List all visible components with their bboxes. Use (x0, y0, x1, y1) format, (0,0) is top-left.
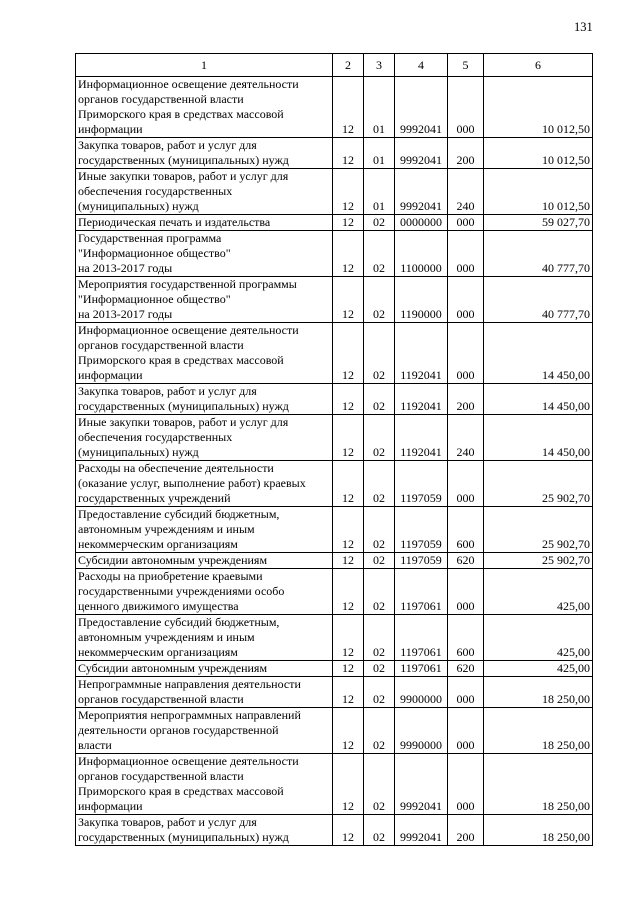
subsection-cell: 02 (364, 507, 395, 553)
target-item-cell: 1197061 (395, 661, 448, 677)
amount-cell: 18 250,00 (484, 677, 593, 708)
column-header: 1 (76, 54, 333, 77)
expense-type-cell: 620 (448, 553, 484, 569)
expense-type-cell: 200 (448, 138, 484, 169)
section-cell: 12 (333, 323, 364, 384)
amount-cell: 40 777,70 (484, 277, 593, 323)
expense-type-cell: 200 (448, 384, 484, 415)
column-header: 3 (364, 54, 395, 77)
table-row (76, 384, 593, 415)
row-name-cell: Закупка товаров, работ и услуг для государственных (муниципальных) нужд (76, 138, 333, 169)
target-item-cell: 1197059 (395, 461, 448, 507)
section-cell: 12 (333, 507, 364, 553)
header-row (76, 54, 593, 77)
expense-type-cell: 000 (448, 215, 484, 231)
target-item-cell: 9992041 (395, 754, 448, 815)
target-item-cell: 9992041 (395, 77, 448, 138)
row-name-cell: Закупка товаров, работ и услуг для государственных (муниципальных) нужд (76, 815, 333, 846)
amount-cell: 425,00 (484, 615, 593, 661)
subsection-cell: 02 (364, 615, 395, 661)
amount-cell: 425,00 (484, 661, 593, 677)
section-cell: 12 (333, 215, 364, 231)
expense-type-cell: 240 (448, 415, 484, 461)
section-cell: 12 (333, 708, 364, 754)
target-item-cell: 1197061 (395, 615, 448, 661)
row-name-cell: Иные закупки товаров, работ и услуг для обеспечения государственных (муниципальных) нужд (76, 169, 333, 215)
column-header: 6 (484, 54, 593, 77)
table-row (76, 231, 593, 277)
subsection-cell: 02 (364, 569, 395, 615)
table-row (76, 708, 593, 754)
amount-cell: 10 012,50 (484, 169, 593, 215)
table-row (76, 553, 593, 569)
table-row (76, 507, 593, 553)
table-row (76, 277, 593, 323)
table-row (76, 661, 593, 677)
section-cell: 12 (333, 277, 364, 323)
expense-type-cell: 000 (448, 754, 484, 815)
subsection-cell: 02 (364, 215, 395, 231)
amount-cell: 425,00 (484, 569, 593, 615)
expense-type-cell: 000 (448, 708, 484, 754)
column-header: 4 (395, 54, 448, 77)
expense-type-cell: 620 (448, 661, 484, 677)
subsection-cell: 02 (364, 415, 395, 461)
column-header: 5 (448, 54, 484, 77)
subsection-cell: 02 (364, 277, 395, 323)
section-cell: 12 (333, 461, 364, 507)
table-row (76, 677, 593, 708)
expense-type-cell: 600 (448, 615, 484, 661)
section-cell: 12 (333, 77, 364, 138)
amount-cell: 25 902,70 (484, 461, 593, 507)
budget-table (75, 53, 593, 846)
row-name-cell: Предоставление субсидий бюджетным, автономным учреждениям и иным некоммерческим организациям (76, 507, 333, 553)
row-name-cell: Иные закупки товаров, работ и услуг для обеспечения государственных (муниципальных) нужд (76, 415, 333, 461)
table-row (76, 77, 593, 138)
row-name-cell: Субсидии автономным учреждениям (76, 553, 333, 569)
table-row (76, 754, 593, 815)
row-name-cell: Мероприятия государственной программы "Информационное общество" на 2013-2017 годы (76, 277, 333, 323)
amount-cell: 18 250,00 (484, 754, 593, 815)
row-name-cell: Расходы на приобретение краевыми государственными учреждениями особо ценного движимого имущества (76, 569, 333, 615)
section-cell: 12 (333, 415, 364, 461)
section-cell: 12 (333, 138, 364, 169)
target-item-cell: 1197061 (395, 569, 448, 615)
subsection-cell: 02 (364, 661, 395, 677)
section-cell: 12 (333, 169, 364, 215)
subsection-cell: 02 (364, 754, 395, 815)
row-name-cell: Мероприятия непрограммных направлений деятельности органов государственной власти (76, 708, 333, 754)
target-item-cell: 1100000 (395, 231, 448, 277)
amount-cell: 14 450,00 (484, 323, 593, 384)
expense-type-cell: 240 (448, 169, 484, 215)
expense-type-cell: 200 (448, 815, 484, 846)
row-name-cell: Периодическая печать и издательства (76, 215, 333, 231)
target-item-cell: 9900000 (395, 677, 448, 708)
table-row (76, 169, 593, 215)
table-row (76, 215, 593, 231)
row-name-cell: Государственная программа "Информационное общество" на 2013-2017 годы (76, 231, 333, 277)
section-cell: 12 (333, 677, 364, 708)
amount-cell: 10 012,50 (484, 138, 593, 169)
subsection-cell: 02 (364, 461, 395, 507)
subsection-cell: 01 (364, 77, 395, 138)
table-row (76, 815, 593, 846)
table-row (76, 323, 593, 384)
amount-cell: 25 902,70 (484, 507, 593, 553)
target-item-cell: 1190000 (395, 277, 448, 323)
target-item-cell: 9990000 (395, 708, 448, 754)
subsection-cell: 02 (364, 677, 395, 708)
amount-cell: 14 450,00 (484, 415, 593, 461)
amount-cell: 14 450,00 (484, 384, 593, 415)
row-name-cell: Информационное освещение деятельности органов государственной власти Приморского края в средствах массовой информации (76, 754, 333, 815)
expense-type-cell: 000 (448, 569, 484, 615)
row-name-cell: Непрограммные направления деятельности органов государственной власти (76, 677, 333, 708)
table-row (76, 615, 593, 661)
target-item-cell: 1197059 (395, 507, 448, 553)
section-cell: 12 (333, 815, 364, 846)
section-cell: 12 (333, 384, 364, 415)
subsection-cell: 01 (364, 138, 395, 169)
subsection-cell: 01 (364, 169, 395, 215)
row-name-cell: Информационное освещение деятельности органов государственной власти Приморского края в средствах массовой информации (76, 323, 333, 384)
row-name-cell: Закупка товаров, работ и услуг для государственных (муниципальных) нужд (76, 384, 333, 415)
expense-type-cell: 000 (448, 77, 484, 138)
section-cell: 12 (333, 615, 364, 661)
section-cell: 12 (333, 754, 364, 815)
target-item-cell: 1192041 (395, 415, 448, 461)
amount-cell: 10 012,50 (484, 77, 593, 138)
column-header: 2 (333, 54, 364, 77)
subsection-cell: 02 (364, 323, 395, 384)
subsection-cell: 02 (364, 553, 395, 569)
section-cell: 12 (333, 231, 364, 277)
page-number: 131 (574, 20, 593, 34)
amount-cell: 18 250,00 (484, 708, 593, 754)
row-name-cell: Предоставление субсидий бюджетным, автономным учреждениям и иным некоммерческим организациям (76, 615, 333, 661)
subsection-cell: 02 (364, 815, 395, 846)
amount-cell: 18 250,00 (484, 815, 593, 846)
target-item-cell: 1192041 (395, 323, 448, 384)
row-name-cell: Расходы на обеспечение деятельности (оказание услуг, выполнение работ) краевых государственных учреждений (76, 461, 333, 507)
amount-cell: 59 027,70 (484, 215, 593, 231)
row-name-cell: Информационное освещение деятельности органов государственной власти Приморского края в средствах массовой информации (76, 77, 333, 138)
table-row (76, 569, 593, 615)
table-row (76, 461, 593, 507)
amount-cell: 40 777,70 (484, 231, 593, 277)
table-row (76, 415, 593, 461)
table-row (76, 138, 593, 169)
section-cell: 12 (333, 569, 364, 615)
expense-type-cell: 000 (448, 231, 484, 277)
subsection-cell: 02 (364, 708, 395, 754)
expense-type-cell: 000 (448, 323, 484, 384)
expense-type-cell: 600 (448, 507, 484, 553)
target-item-cell: 9992041 (395, 815, 448, 846)
target-item-cell: 9992041 (395, 169, 448, 215)
target-item-cell: 1197059 (395, 553, 448, 569)
amount-cell: 25 902,70 (484, 553, 593, 569)
target-item-cell: 1192041 (395, 384, 448, 415)
expense-type-cell: 000 (448, 677, 484, 708)
subsection-cell: 02 (364, 231, 395, 277)
subsection-cell: 02 (364, 384, 395, 415)
section-cell: 12 (333, 661, 364, 677)
expense-type-cell: 000 (448, 277, 484, 323)
target-item-cell: 0000000 (395, 215, 448, 231)
row-name-cell: Субсидии автономным учреждениям (76, 661, 333, 677)
expense-type-cell: 000 (448, 461, 484, 507)
target-item-cell: 9992041 (395, 138, 448, 169)
section-cell: 12 (333, 553, 364, 569)
